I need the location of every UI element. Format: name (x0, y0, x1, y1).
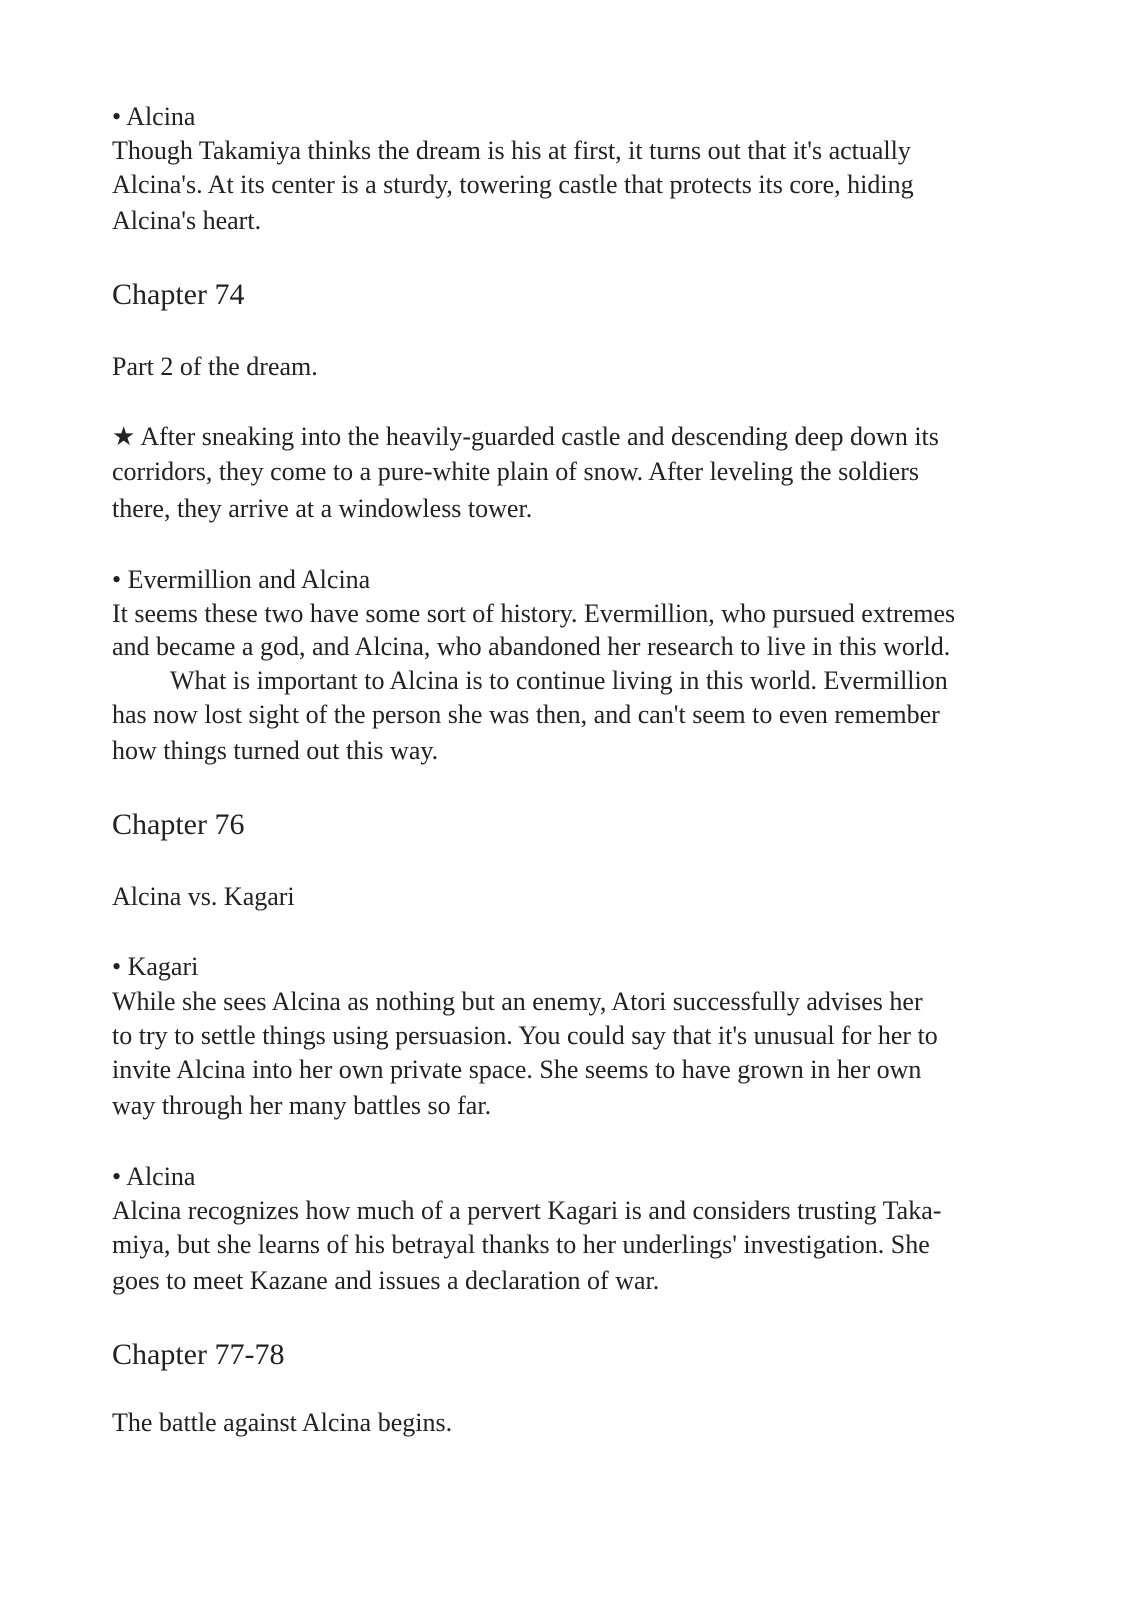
paragraph-line: It seems these two have some sort of history. Evermillion, who pursued extremes (112, 599, 956, 628)
star-paragraph-line: corridors, they come to a pure-white plain of snow. After leveling the soldiers (112, 457, 919, 486)
bullet-alcina: • Alcina (112, 1162, 196, 1191)
chapter-76-summary: Alcina vs. Kagari (112, 882, 295, 911)
paragraph-line: What is important to Alcina is to continue living in this world. Evermillion (170, 666, 948, 695)
paragraph-line: miya, but she learns of his betrayal thanks to her underlings' investigation. She (112, 1230, 930, 1259)
paragraph-line: While she sees Alcina as nothing but an enemy, Atori successfully advises her (112, 987, 923, 1016)
paragraph-line: how things turned out this way. (112, 736, 439, 765)
paragraph-line: Alcina recognizes how much of a pervert Kagari is and considers trusting Taka- (112, 1196, 942, 1225)
paragraph-line: Though Takamiya thinks the dream is his at first, it turns out that it's actually (112, 136, 911, 165)
chapter-77-78-summary: The battle against Alcina begins. (112, 1408, 453, 1437)
paragraph-line: and became a god, and Alcina, who abandoned her research to live in this world. (112, 632, 951, 661)
bullet-alcina-intro: • Alcina (112, 102, 196, 131)
star-paragraph-line: ★ After sneaking into the heavily-guarded castle and descending deep down its (112, 422, 939, 451)
paragraph-line: to try to settle things using persuasion. You could say that it's unusual for her to (112, 1021, 938, 1050)
chapter-77-78-heading: Chapter 77-78 (112, 1338, 285, 1371)
paragraph-line: Alcina's heart. (112, 206, 262, 235)
bullet-evermillion-alcina: • Evermillion and Alcina (112, 565, 371, 594)
paragraph-line: way through her many battles so far. (112, 1091, 492, 1120)
paragraph-line: has now lost sight of the person she was then, and can't seem to even remember (112, 700, 940, 729)
chapter-74-heading: Chapter 74 (112, 278, 245, 311)
bullet-kagari: • Kagari (112, 952, 199, 981)
paragraph-line: invite Alcina into her own private space. She seems to have grown in her own (112, 1055, 922, 1084)
paragraph-line: Alcina's. At its center is a sturdy, towering castle that protects its core, hiding (112, 170, 914, 199)
paragraph-line: goes to meet Kazane and issues a declaration of war. (112, 1266, 660, 1295)
chapter-74-summary: Part 2 of the dream. (112, 352, 318, 381)
chapter-76-heading: Chapter 76 (112, 808, 245, 841)
star-paragraph-line: there, they arrive at a windowless tower. (112, 494, 533, 523)
